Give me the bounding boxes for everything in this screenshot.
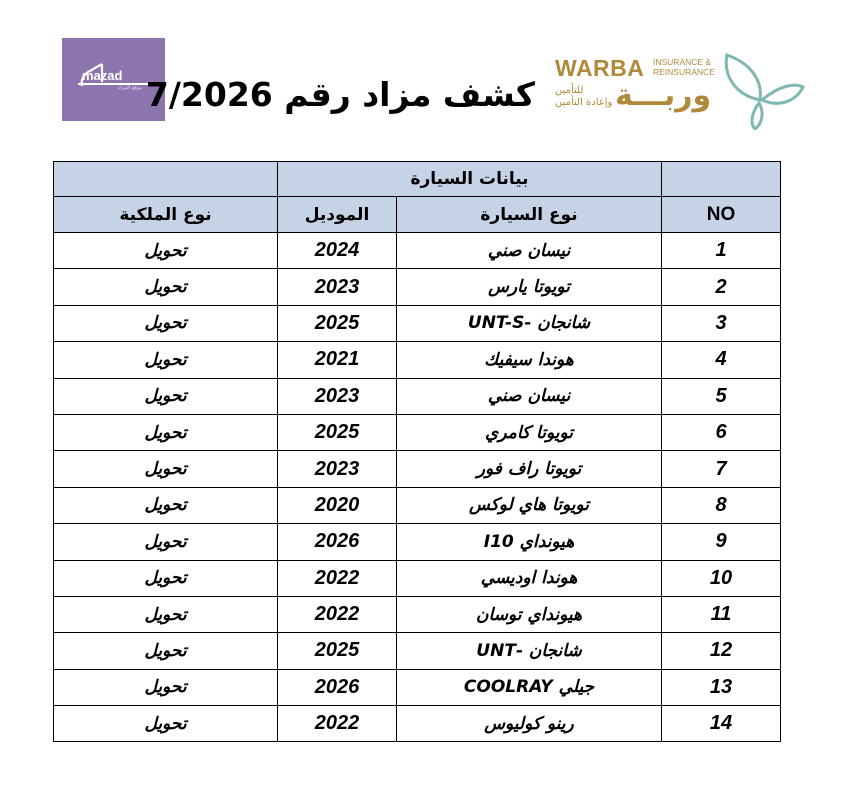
table-row [54,305,781,341]
table-row [54,414,781,450]
row-number-cell: 14 [662,706,781,742]
model-cell: 2020 [278,487,397,523]
table-row [54,269,781,305]
row-number-cell: 2 [662,269,781,305]
table-row [54,451,781,487]
model-cell: 2024 [278,233,397,269]
table-row [54,233,781,269]
row-number-cell: 9 [662,524,781,560]
warba-sub-line1: INSURANCE & [653,57,712,67]
ownership-cell: تحويل [54,414,278,450]
car-data-group-header: بيانات السيارة [278,162,662,197]
col-header-model: الموديل [278,197,397,233]
col-header-car-type: نوع السيارة [397,197,662,233]
warba-logo-subtitle [653,57,715,77]
table-row [54,706,781,742]
table-body [54,233,781,742]
page-title: كشف مزاد رقم 7/2026 [145,75,535,114]
auction-table [53,161,781,742]
warba-logo [555,45,805,130]
col-header-no: NO [662,197,781,233]
table-row [54,560,781,596]
table-row [54,487,781,523]
ownership-cell: تحويل [54,560,278,596]
car-type-cell: جيلي COOLRAY [397,669,662,705]
ownership-cell: تحويل [54,706,278,742]
table-group-header-row [54,162,781,197]
leaf-icon [715,45,805,130]
model-cell: 2023 [278,378,397,414]
model-cell: 2026 [278,669,397,705]
table-row [54,633,781,669]
ownership-cell: تحويل [54,524,278,560]
car-type-cell: تويوتا يارس [397,269,662,305]
ownership-cell: تحويل [54,342,278,378]
car-type-cell: هيونداي I10 [397,524,662,560]
car-type-cell: تويوتا هاي لوكس [397,487,662,523]
row-number-cell: 11 [662,596,781,632]
table-row [54,669,781,705]
row-number-cell: 6 [662,414,781,450]
row-number-cell: 10 [662,560,781,596]
model-cell: 2025 [278,633,397,669]
table-row [54,596,781,632]
car-type-cell: هيونداي توسان [397,596,662,632]
model-cell: 2023 [278,269,397,305]
model-cell: 2025 [278,414,397,450]
mazad-logo-text: mazad [82,68,123,83]
ownership-cell: تحويل [54,305,278,341]
car-type-cell: نيسان صني [397,378,662,414]
car-type-cell: نيسان صني [397,233,662,269]
car-type-cell: هوندا سيفيك [397,342,662,378]
model-cell: 2023 [278,451,397,487]
table-row [54,524,781,560]
model-cell: 2022 [278,596,397,632]
model-cell: 2021 [278,342,397,378]
model-cell: 2026 [278,524,397,560]
car-type-cell: شانجان -UNT [397,633,662,669]
car-type-cell: شانجان -UNT-S [397,305,662,341]
ownership-cell: تحويل [54,487,278,523]
row-number-cell: 12 [662,633,781,669]
row-number-cell: 7 [662,451,781,487]
ownership-cell: تحويل [54,596,278,632]
ownership-cell: تحويل [54,451,278,487]
model-cell: 2025 [278,305,397,341]
row-number-cell: 5 [662,378,781,414]
warba-ar-sub-line2: وإعادة التأمين [555,97,613,108]
row-number-cell: 13 [662,669,781,705]
row-number-cell: 4 [662,342,781,378]
row-number-cell: 3 [662,305,781,341]
mazad-logo-subtext: موقع المزاد [118,85,142,91]
car-type-cell: تويوتا راف فور [397,451,662,487]
table-row [54,378,781,414]
group-header-empty-right [662,162,781,197]
ownership-cell: تحويل [54,233,278,269]
group-header-empty-left [54,162,278,197]
warba-ar-sub-line1: للتأمين [555,85,584,96]
car-type-cell: هوندا اوديسي [397,560,662,596]
warba-sub-line2: REINSURANCE [653,67,715,77]
car-type-cell: تويوتا كامري [397,414,662,450]
row-number-cell: 1 [662,233,781,269]
warba-logo-arabic-subtitle [555,85,612,109]
ownership-cell: تحويل [54,669,278,705]
ownership-cell: تحويل [54,269,278,305]
warba-logo-arabic: وربـــة [615,78,712,113]
row-number-cell: 8 [662,487,781,523]
warba-logo-name: WARBA [555,55,645,81]
car-type-cell: رينو كوليوس [397,706,662,742]
ownership-cell: تحويل [54,633,278,669]
table-column-header-row [54,197,781,233]
col-header-ownership: نوع الملكية [54,197,278,233]
model-cell: 2022 [278,560,397,596]
model-cell: 2022 [278,706,397,742]
ownership-cell: تحويل [54,378,278,414]
table-row [54,342,781,378]
